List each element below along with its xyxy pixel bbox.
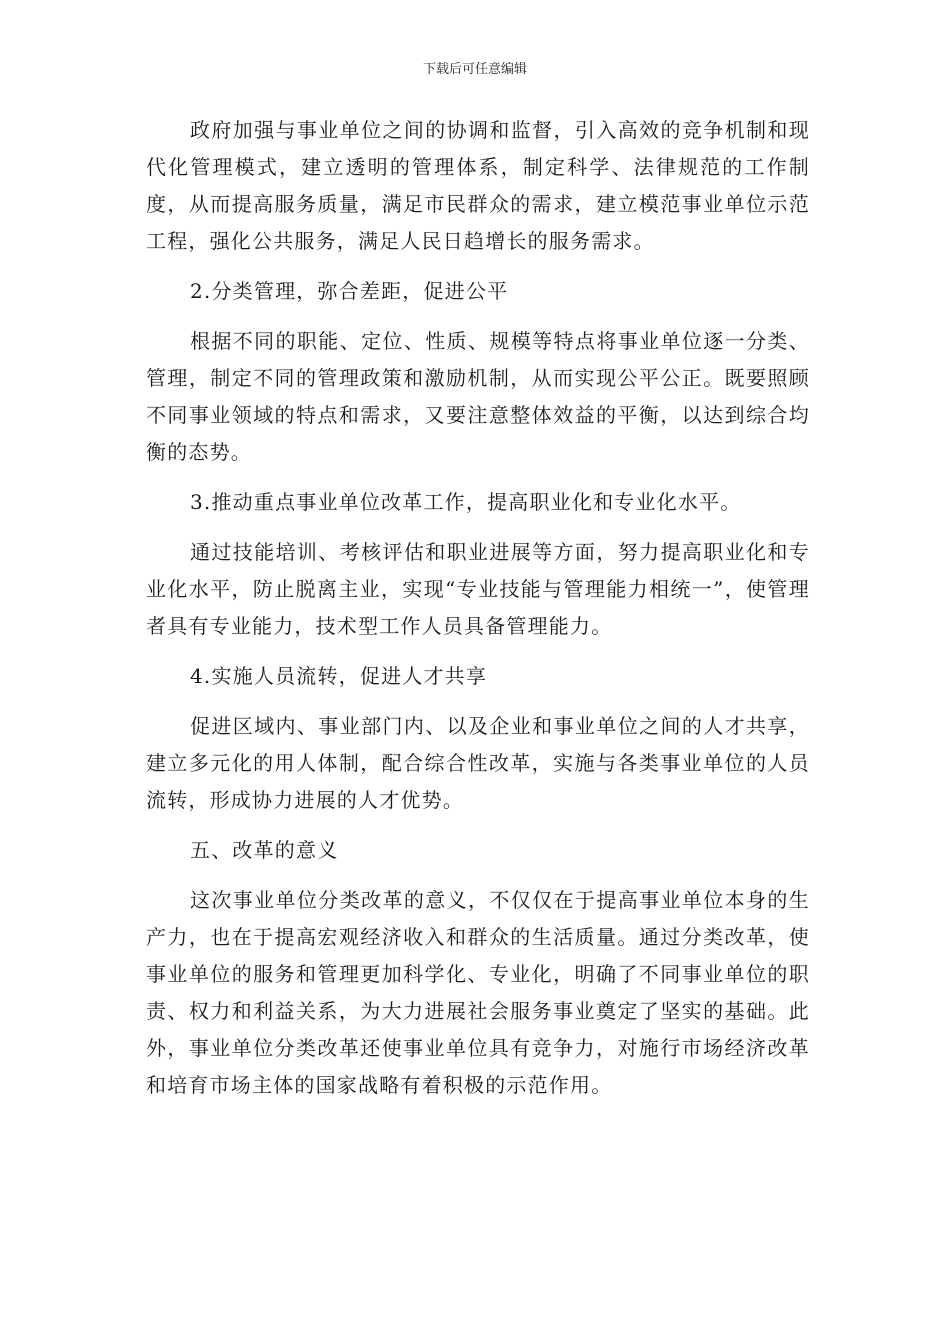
paragraph-key-reform: 通过技能培训、考核评估和职业进展等方面，努力提高职业化和专业化水平，防止脱离主业，实现“专业技能与管理能力相统一”，使管理者具有专业能力，技术型工作人员具备管理能力。 (146, 540, 810, 638)
section-heading-classified-management: 2.分类管理，弥合差距，促进公平 (190, 279, 509, 303)
section-heading-personnel-rotation: 4.实施人员流转，促进人才共享 (190, 664, 488, 688)
paragraph-classified-management: 根据不同的职能、定位、性质、规模等特点将事业单位逐一分类、管理，制定不同的管理政策和激励机制，从而实现公平公正。既要照顾不同事业领域的特点和需求，又要注意整体效益的平衡，以达到综合均衡的态势。 (146, 329, 810, 464)
section-heading-key-reform: 3.推动重点事业单位改革工作，提高职业化和专业化水平。 (190, 490, 742, 514)
section-heading-significance: 五、改革的意义 (190, 838, 339, 862)
document-body (146, 112, 810, 1117)
paragraph-government-coordination: 政府加强与事业单位之间的协调和监督，引入高效的竞争机制和现代化管理模式，建立透明的管理体系，制定科学、法律规范的工作制度，从而提高服务质量，满足市民群众的需求，建立模范事业单位示范工程，强化公共服务，满足人民日趋增长的服务需求。 (146, 118, 810, 253)
header-note: 下载后可任意编辑 (422, 62, 527, 77)
paragraph-personnel-rotation: 促进区域内、事业部门内、以及企业和事业单位之间的人才共享，建立多元化的用人体制，配合综合性改革，实施与各类事业单位的人员流转，形成协力进展的人才优势。 (146, 714, 810, 812)
paragraph-significance: 这次事业单位分类改革的意义，不仅仅在于提高事业单位本身的生产力，也在于提高宏观经济收入和群众的生活质量。通过分类改革，使事业单位的服务和管理更加科学化、专业化，明确了不同事业单位的职责、权力和利益关系，为大力进展社会服务事业奠定了坚实的基础。此外，事业单位分类改革还使事业单位具有竞争力，对施行市场经济改革和培育市场主体的国家战略有着积极的示范作用。 (146, 888, 810, 1097)
